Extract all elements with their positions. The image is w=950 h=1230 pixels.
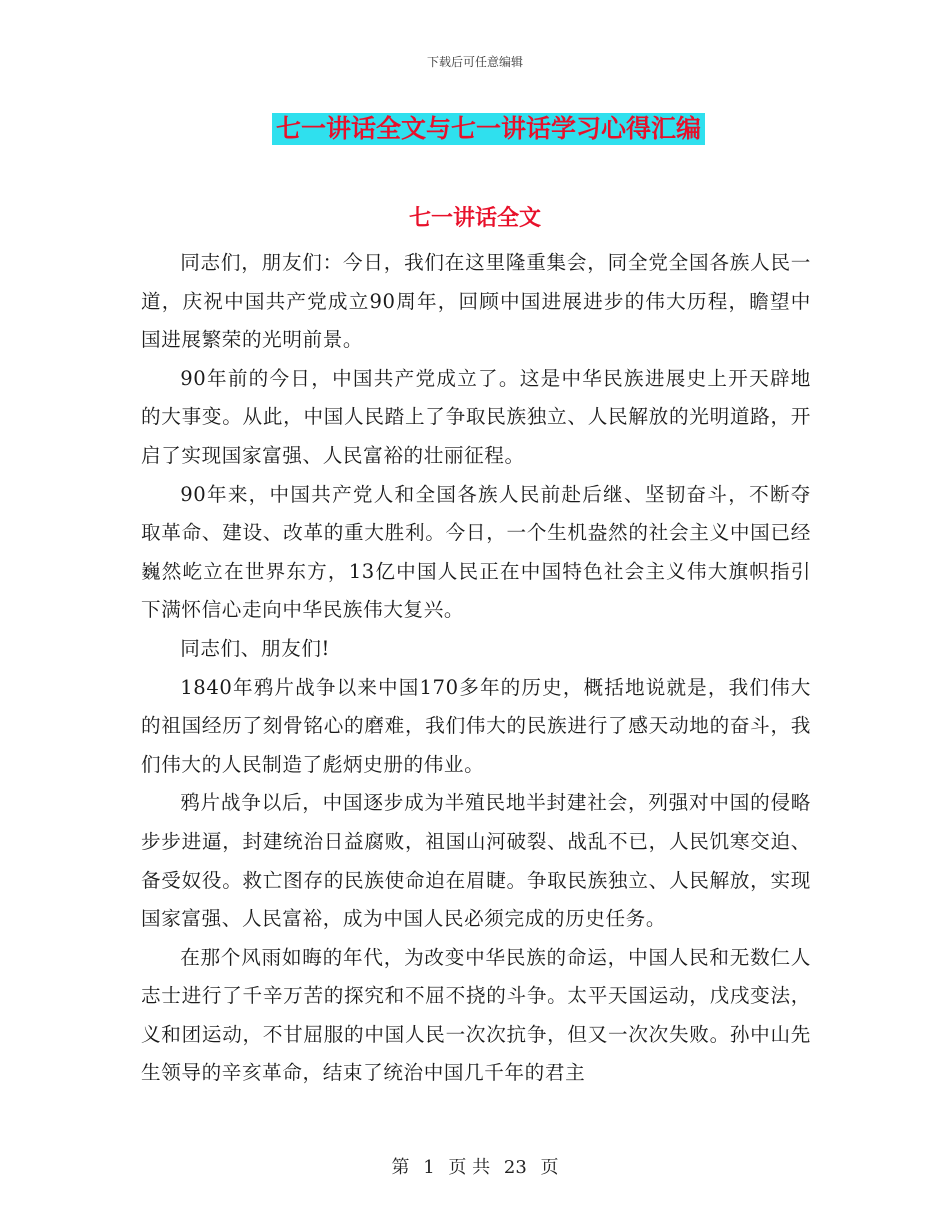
body-text bbox=[141, 244, 811, 1093]
paragraph: 鸦片战争以后，中国逐步成为半殖民地半封建社会，列强对中国的侵略步步进逼，封建统治日益腐败，祖国山河破裂、战乱不已，人民饥寒交迫、备受奴役。救亡图存的民族使命迫在眉睫。争取民族独立、人民解放，实现国家富强、人民富裕，成为中国人民必须完成的历史任务。 bbox=[141, 791, 811, 931]
document-title: 七一讲话全文与七一讲话学习心得汇编 bbox=[272, 113, 705, 145]
paragraph: 在那个风雨如晦的年代，为改变中华民族的命运，中国人民和无数仁人志士进行了千辛万苦的探究和不屈不挠的斗争。太平天国运动，戊戌变法，义和团运动，不甘屈服的中国人民一次次抗争，但又一次次失败。孙中山先生领导的辛亥革命，结束了统治中国几千年的君主 bbox=[141, 945, 811, 1085]
footer-total-pages: 23 bbox=[503, 1157, 527, 1178]
paragraph: 同志们，朋友们：今日，我们在这里隆重集会，同全党全国各族人民一道，庆祝中国共产党成立90周年，回顾中国进展进步的伟大历程，瞻望中国进展繁荣的光明前景。 bbox=[141, 251, 811, 352]
paragraph: 90年前的今日，中国共产党成立了。这是中华民族进展史上开天辟地的大事变。从此，中国人民踏上了争取民族独立、人民解放的光明道路，开启了实现国家富强、人民富裕的壮丽征程。 bbox=[141, 366, 811, 467]
section-title: 七一讲话全文 bbox=[408, 206, 541, 231]
page-header: 下载后可任意编辑 bbox=[426, 55, 523, 69]
paragraph: 同志们、朋友们! bbox=[180, 636, 331, 660]
footer-suffix: 页 bbox=[540, 1157, 559, 1178]
page-footer bbox=[0, 1153, 950, 1179]
paragraph: 90年来，中国共产党人和全国各族人民前赴后继、坚韧奋斗，不断夺取革命、建设、改革的重大胜利。今日，一个生机盎然的社会主义中国已经巍然屹立在世界东方，13亿中国人民正在中国特色社会主义伟大旗帜指引下满怀信心走向中华民族伟大复兴。 bbox=[141, 482, 811, 622]
footer-mid: 页 共 bbox=[448, 1157, 491, 1178]
footer-page-number: 1 bbox=[423, 1157, 435, 1178]
paragraph: 1840年鸦片战争以来中国170多年的历史，概括地说就是，我们伟大的祖国经历了刻骨铭心的磨难，我们伟大的民族进行了感天动地的奋斗，我们伟大的人民制造了彪炳史册的伟业。 bbox=[141, 675, 811, 776]
footer-prefix: 第 bbox=[391, 1157, 410, 1178]
